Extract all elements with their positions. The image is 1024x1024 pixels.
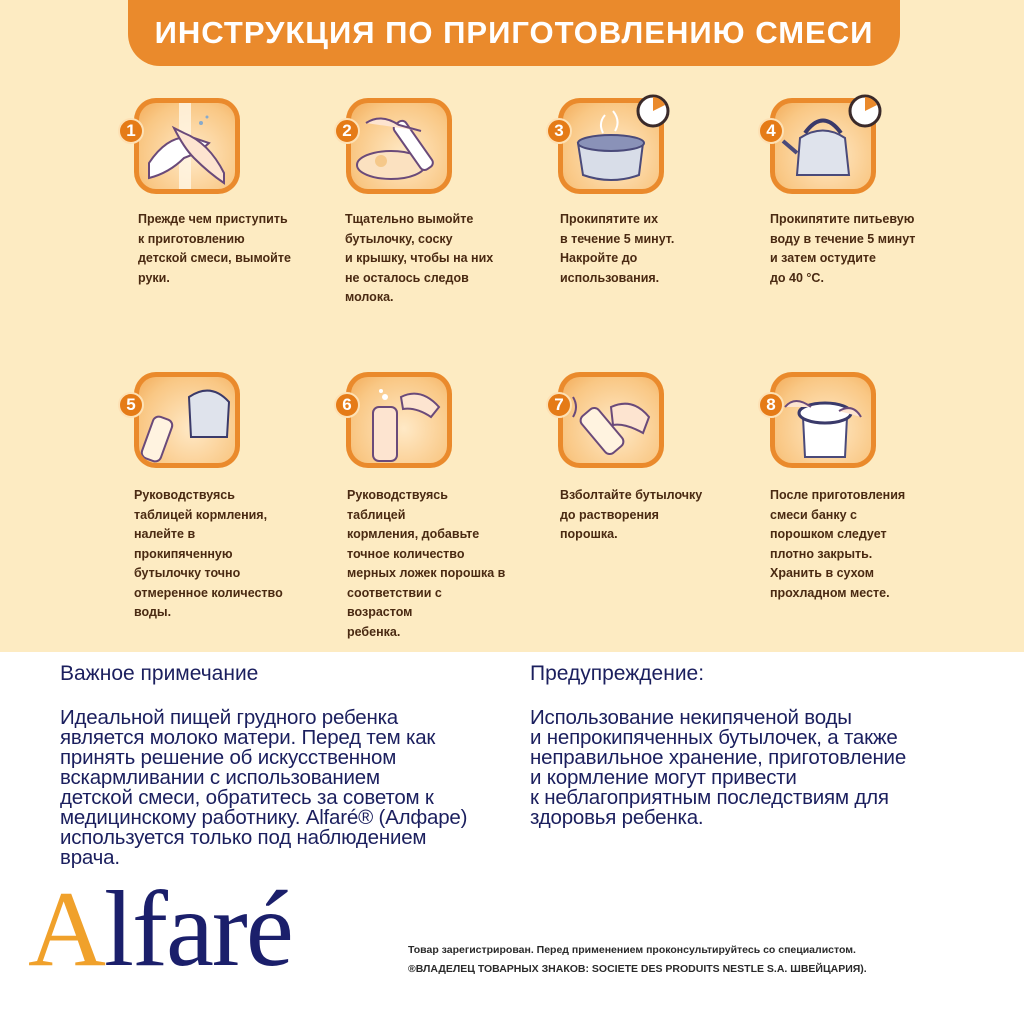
- step-text: Прокипятите их в течение 5 минут. Накройте до использования.: [560, 212, 675, 285]
- step-text: Руководствуясь таблицей кормления, добавьте точное количество мерных ложек порошка в соответствии с возрастом ребенка.: [347, 488, 506, 639]
- pouring-water-icon: [139, 377, 235, 463]
- step-number: 5: [118, 392, 144, 418]
- page-title: ИНСТРУКЦИЯ ПО ПРИГОТОВЛЕНИЮ СМЕСИ: [128, 0, 900, 66]
- step-text: Взболтайте бутылочку до растворения порошка.: [560, 488, 703, 541]
- step-text: Тщательно вымойте бутылочку, соску и крышку, чтобы на них не осталось следов молока.: [345, 212, 494, 304]
- step-number: 7: [546, 392, 572, 418]
- step-number: 1: [118, 118, 144, 144]
- footer-registration: Товар зарегистрирован. Перед применением проконсультируйтесь со специалистом.: [408, 944, 856, 956]
- step-text: Руководствуясь таблицей кормления, налейте в прокипяченную бутылочку точно отмеренное количество воды.: [134, 488, 283, 619]
- note-body: Идеальной пищей грудного ребенка является молоко матери. Перед тем как принять решение об искусственном вскармливании с использованием детской смеси, обратитесь за советом к медицинскому работнику. Alfaré® (Алфаре) используется только под наблюдением врача.: [60, 706, 468, 869]
- step-number: 8: [758, 392, 784, 418]
- step-number: 3: [546, 118, 572, 144]
- alfare-logo: Alfaré: [28, 870, 292, 989]
- step-text: Прежде чем приступить к приготовлению детской смеси, вымойте руки.: [138, 212, 291, 285]
- warning-body: Использование некипяченой воды и непрокипяченных бутылочек, а также неправильное хранение, приготовление и кормление могут привести к неблагоприятным последствиям для здоровья ребенка.: [530, 706, 907, 829]
- adding-powder-icon: [351, 377, 447, 463]
- timer-icon: [848, 94, 882, 128]
- note-title: Важное примечание: [60, 662, 259, 685]
- cleaning-bottle-icon: [351, 103, 447, 189]
- step-text: Прокипятите питьевую воду в течение 5 минут и затем остудите до 40 °C.: [770, 212, 916, 285]
- timer-icon: [636, 94, 670, 128]
- step-number: 2: [334, 118, 360, 144]
- step-number: 4: [758, 118, 784, 144]
- step-number: 6: [334, 392, 360, 418]
- washing-hands-icon: [139, 103, 235, 189]
- step-text: После приготовления смеси банку с порошком следует плотно закрыть. Хранить в сухом прохладном месте.: [770, 488, 906, 600]
- closing-can-icon: [775, 377, 871, 463]
- warning-title: Предупреждение:: [530, 662, 705, 685]
- footer-trademark: ®ВЛАДЕЛЕЦ ТОВАРНЫХ ЗНАКОВ: SOCIETE DES PRODUITS NESTLE S.A. ШВЕЙЦАРИЯ).: [408, 963, 867, 975]
- shaking-bottle-icon: [563, 377, 659, 463]
